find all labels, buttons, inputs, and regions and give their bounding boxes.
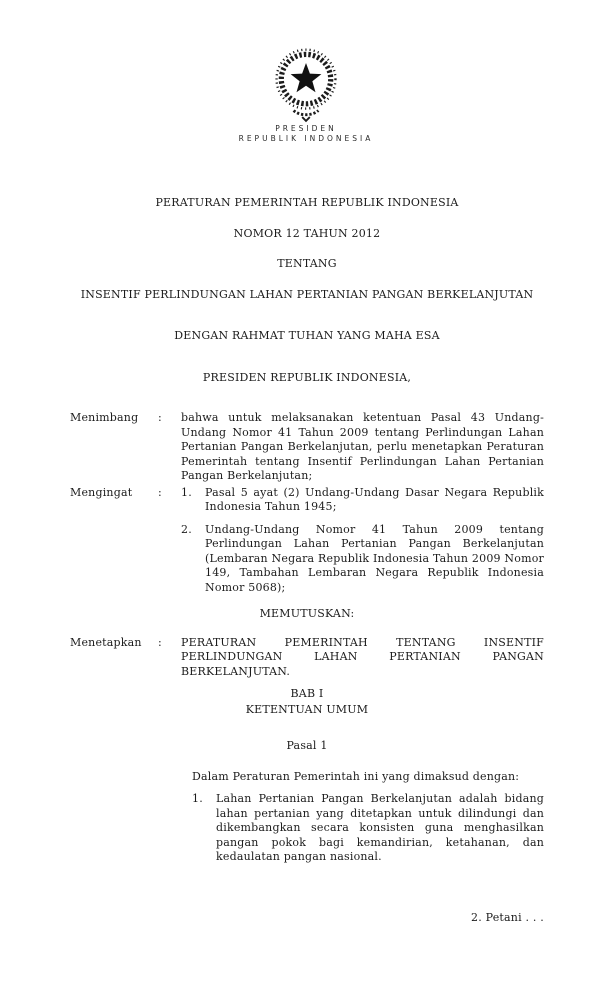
definition-item-text: Lahan Pertanian Pangan Berkelanjutan adalah bidang lahan pertanian yang ditetapkan untuk dilindungi dan dikembangkan secara konsisten guna menghasilkan pangan pokok bagi kemandirian, ketahanan, dan kedaulatan pangan nasional. [216, 792, 544, 863]
regulation-title-line1: PERATURAN PEMERINTAH REPUBLIK INDONESIA [155, 196, 459, 209]
menimbang-label: Menimbang [70, 411, 139, 424]
menimbang-text: bahwa untuk melaksanakan ketentuan Pasal 43 Undang-Undang Nomor 41 Tahun 2009 tentang Perlindungan Lahan Pertanian Pangan Berkelanjutan, perlu menetapkan Peraturan Pemerintah tentang Insentif Perlindungan Lahan Pertanian Pangan Berkelanjutan; [181, 411, 544, 482]
menetapkan-colon: : [158, 635, 162, 649]
menimbang-clause [70, 411, 544, 484]
menimbang-colon: : [158, 411, 162, 424]
menetapkan-clause [70, 636, 544, 680]
regulation-subject: INSENTIF PERLINDUNGAN LAHAN PERTANIAN PANGAN BERKELANJUTAN [80, 287, 534, 301]
memutuskan-heading: MEMUTUSKAN: [259, 607, 355, 620]
mengingat-item [181, 486, 544, 515]
mengingat-item-text: Pasal 5 ayat (2) Undang-Undang Dasar Negara Republik Indonesia Tahun 1945; [205, 485, 544, 513]
menetapkan-label: Menetapkan [70, 635, 142, 649]
mengingat-item [181, 523, 544, 596]
mengingat-clause [70, 486, 544, 596]
letterhead-presiden-text: PRESIDEN [275, 124, 337, 133]
tentang-label: TENTANG [277, 257, 337, 270]
pasal-heading: Pasal 1 [286, 739, 328, 752]
definition-item [192, 792, 544, 865]
definition-item-number: 1. [192, 792, 203, 805]
bab-number: BAB I [290, 687, 324, 700]
mengingat-item-number: 1. [181, 485, 192, 499]
bab-title: KETENTUAN UMUM [245, 702, 369, 716]
regulation-number: NOMOR 12 TAHUN 2012 [233, 226, 381, 240]
authority-line: PRESIDEN REPUBLIK INDONESIA, [202, 370, 412, 384]
pasal-intro: Dalam Peraturan Pemerintah ini yang dimaksud dengan: [192, 769, 520, 783]
letterhead [0, 38, 612, 144]
mengingat-colon: : [158, 485, 162, 499]
mengingat-item-number: 2. [181, 522, 192, 536]
document-body [0, 196, 612, 925]
catchword: 2. Petani . . . [471, 910, 544, 924]
letterhead-republik-text: REPUBLIK INDONESIA [238, 134, 374, 143]
presidential-seal-icon [268, 38, 344, 124]
invocation-line: DENGAN RAHMAT TUHAN YANG MAHA ESA [174, 329, 440, 342]
menetapkan-text: PERATURAN PEMERINTAH TENTANG INSENTIF PERLINDUNGAN LAHAN PERTANIAN PANGAN BERKELANJUTAN. [181, 635, 544, 678]
mengingat-item-text: Undang-Undang Nomor 41 Tahun 2009 tentang Perlindungan Lahan Pertanian Pangan Berkelanjutan (Lembaran Negara Republik Indonesia Tahun 2009 Nomor 149, Tambahan Lembaran Negara Republik Indonesia Nomor 5068); [205, 522, 544, 594]
mengingat-label: Mengingat [70, 485, 133, 499]
